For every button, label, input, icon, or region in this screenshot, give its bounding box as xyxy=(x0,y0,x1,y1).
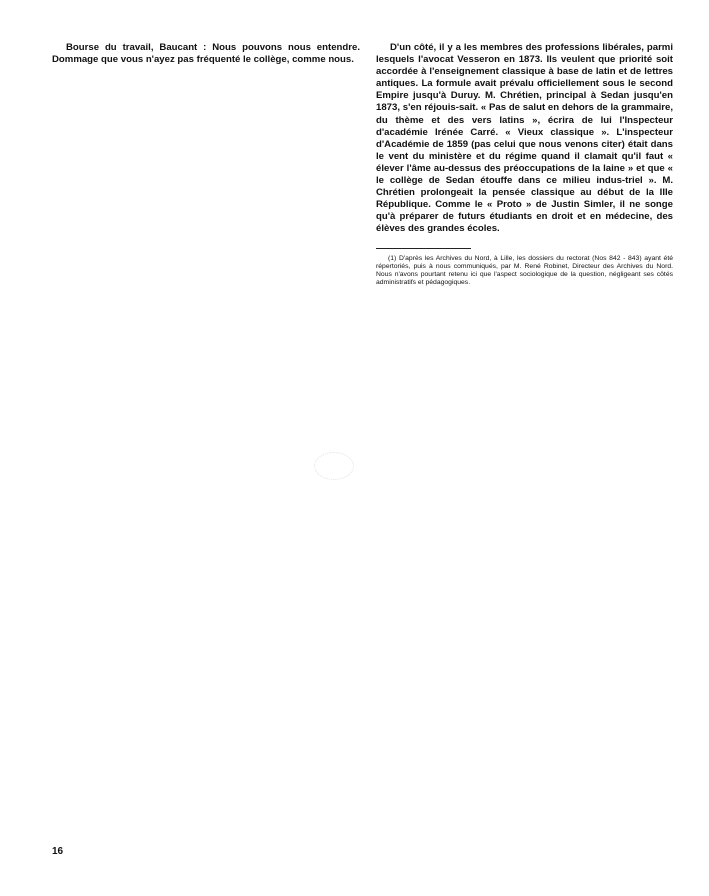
page-number: 16 xyxy=(52,846,64,857)
paragraph: D'un côté, il y a les membres des professions libérales, parmi lesquels l'avocat Vesseron en 1873. Ils veulent que priorité soit accordée à l'enseignement classique à base de latin et de lettres antiques. La formule avait prévalu officiellement sous le second Empire jusqu'à Duruy. M. Chrétien, principal à Sedan jusqu'en 1873, s'en réjouis-sait. « Pas de salut en dehors de la grammaire, du thème et des vers latins », écrira de lui l'Inspecteur d'académie Irénée Carré. « Vieux classique ». L'inspecteur d'Académie de 1859 (pas celui que nous venons citer) était dans le vent du ministère et du régime quand il clamait qu'il faut « élever l'âme au-dessus des préoccupations de la laine » et que « le collège de Sedan étouffe dans ce milieu indus-triel ». M. Chrétien prolongeait la pensée classique au début de la IIIe République. Comme le « Proto » de Justin Simler, il ne songe qu'à préparer de futurs étudiants en droit et en médecine, des élèves des grandes écoles. xyxy=(376,42,673,235)
left-column xyxy=(52,42,360,75)
footnote-rule xyxy=(376,248,471,249)
library-stamp-icon xyxy=(314,452,354,480)
paragraph: Bourse du travail, Baucant : Nous pouvons nous entendre. Dommage que vous n'ayez pas fréquenté le collège, comme nous. xyxy=(52,42,360,66)
footnote: (1) D'après les Archives du Nord, à Lille, les dossiers du rectorat (Nos 842 - 843) ayant été répertoriés, puis à nous communiqués, par M. René Robinet, Directeur des Archives du Nord. Nous n'avons pourtant retenu ici que l'aspect sociologique de la question, négligeant ses côtés administratifs et pédagogiques. xyxy=(376,254,673,287)
right-column xyxy=(376,42,673,293)
